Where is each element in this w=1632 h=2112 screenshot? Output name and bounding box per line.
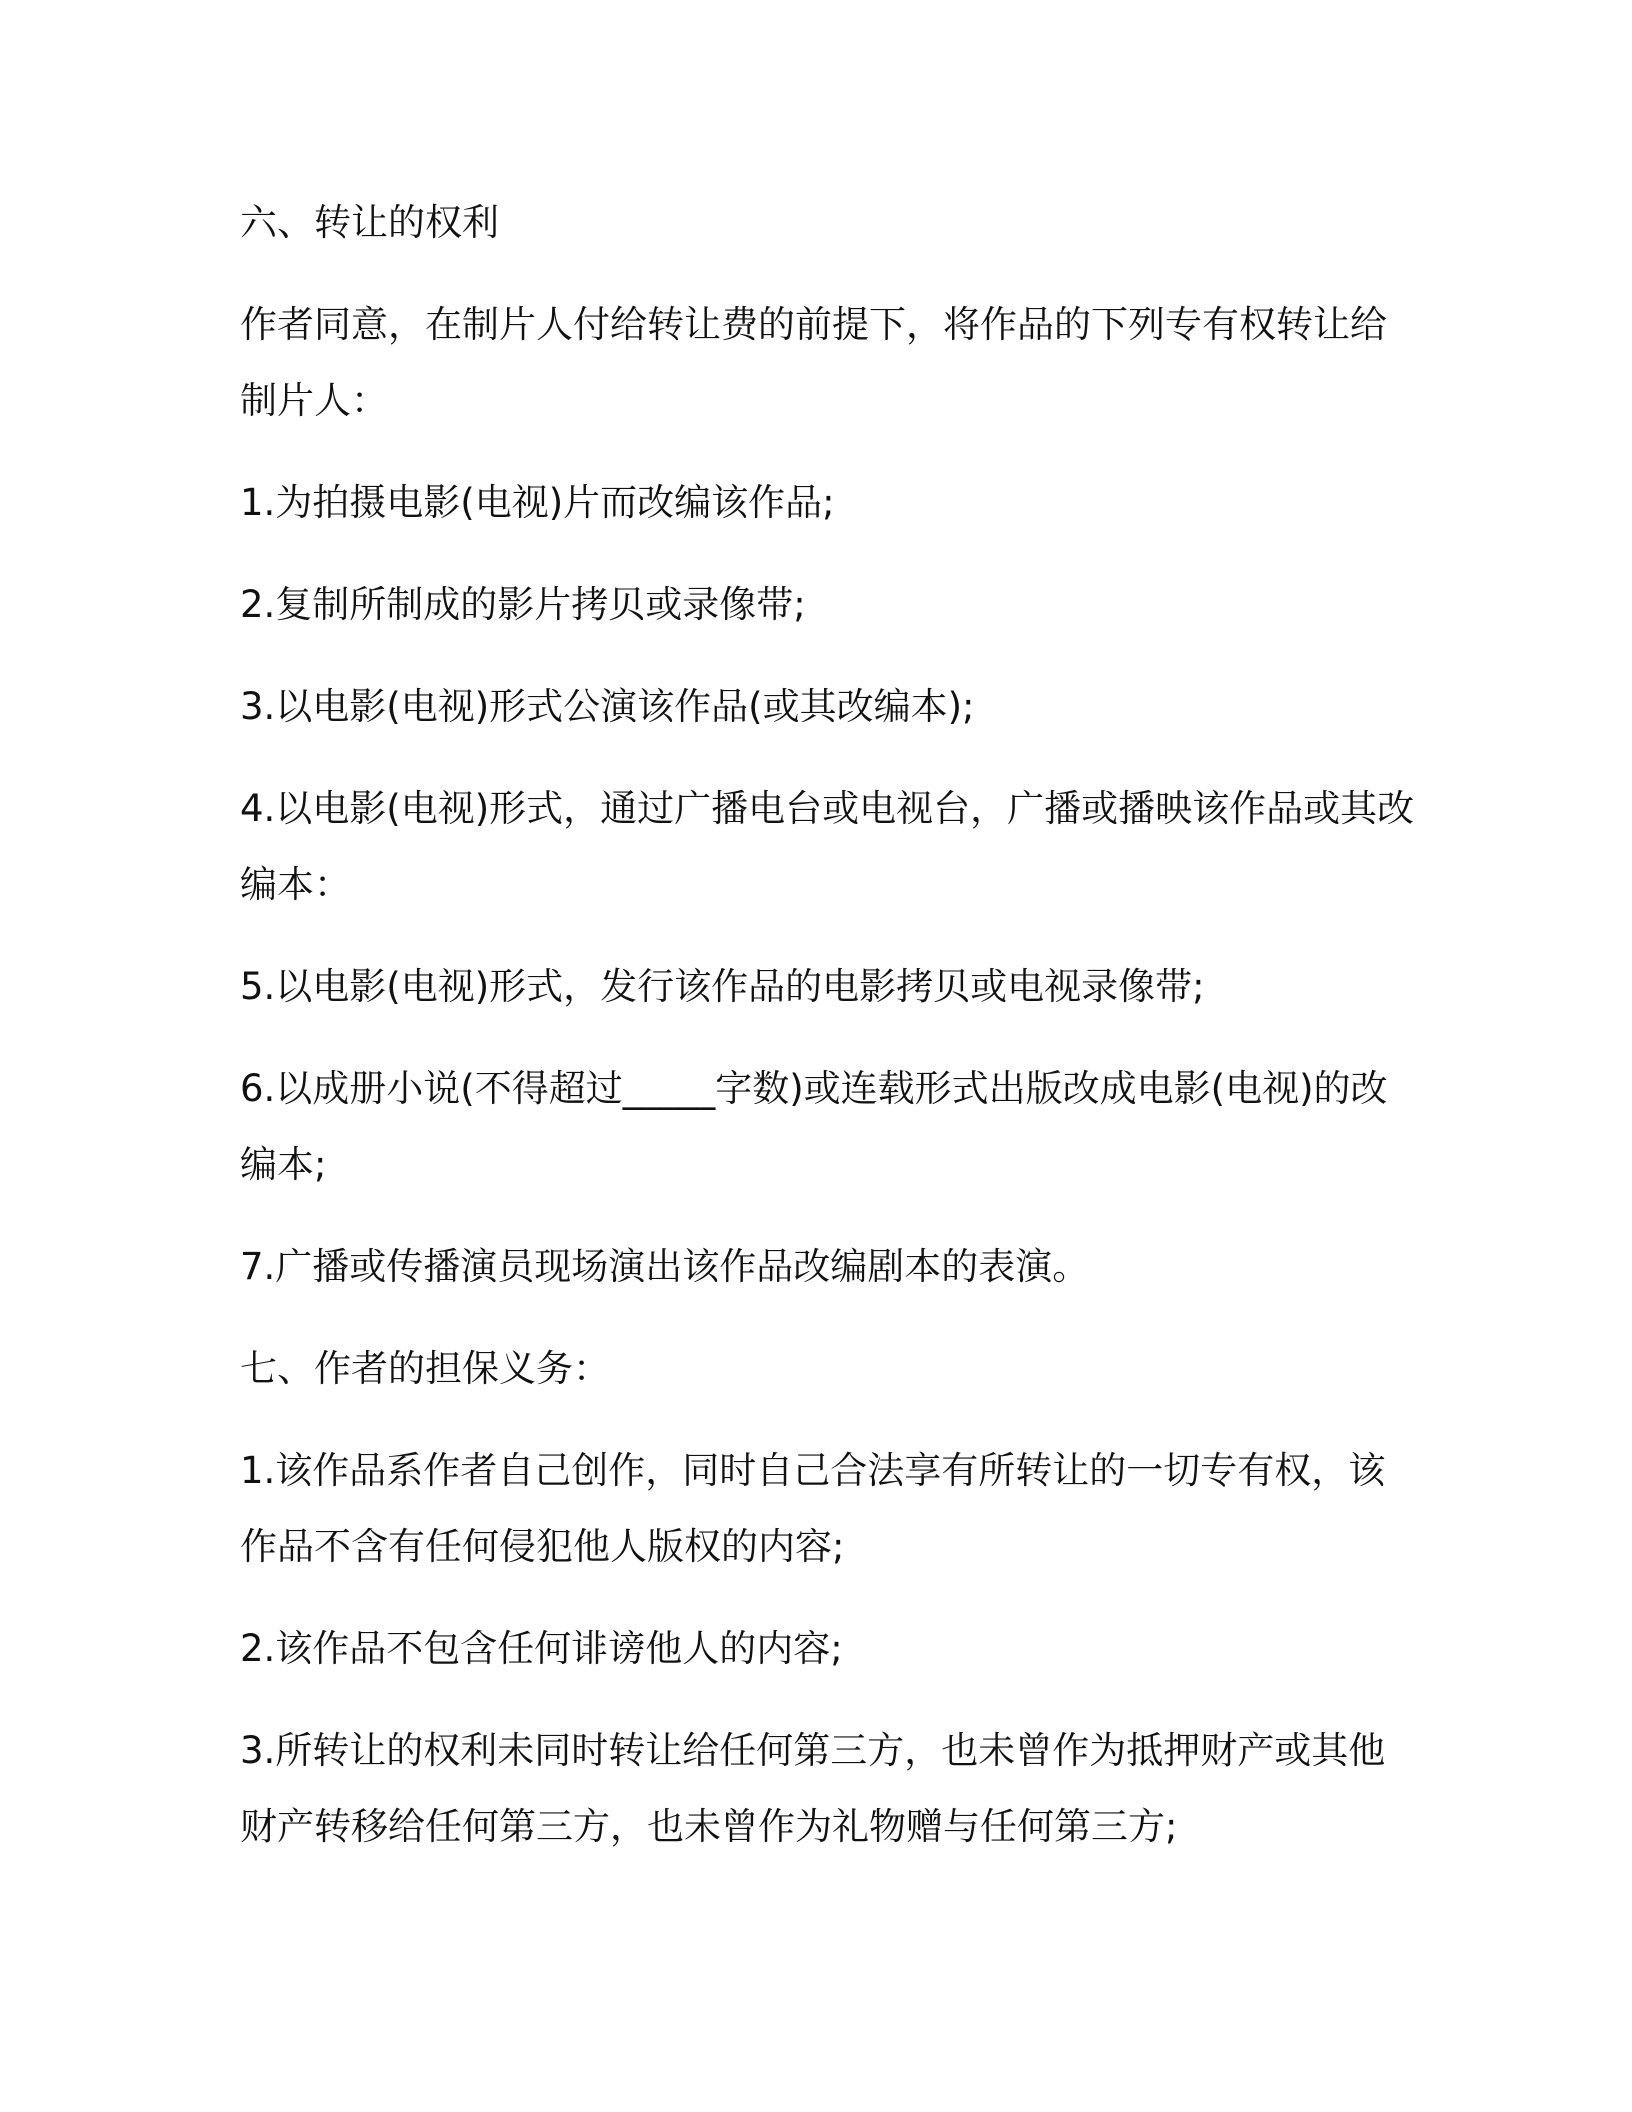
list-item-4: 4.以电影(电视)形式，通过广播电台或电视台，广播或播映该作品或其改编本： (240, 787, 1415, 906)
section-heading-transfer-rights: 六、转让的权利 (240, 201, 499, 244)
warranty-item-1: 1.该作品系作者自己创作，同时自己合法享有所转让的一切专有权，该作品不含有任何侵犯他人版权的内容; (240, 1449, 1386, 1568)
list-item-2: 2.复制所制成的影片拷贝或录像带; (240, 583, 806, 626)
warranty-item-3: 3.所转让的权利未同时转让给任何第三方，也未曾作为抵押财产或其他财产转移给任何第三方，也未曾作为礼物赠与任何第三方; (240, 1729, 1386, 1848)
document-body (240, 185, 1420, 1891)
list-item-1: 1.为拍摄电影(电视)片而改编该作品; (240, 481, 835, 524)
list-item-6: 6.以成册小说(不得超过_____字数)或连载形式出版改成电影(电视)的改编本; (240, 1067, 1388, 1186)
list-item-7: 7.广播或传播演员现场演出该作品改编剧本的表演。 (240, 1245, 1090, 1288)
paragraph-transfer-intro: 作者同意，在制片人付给转让费的前提下，将作品的下列专有权转让给制片人： (240, 303, 1387, 422)
section-heading-author-warranty: 七、作者的担保义务： (240, 1347, 610, 1390)
list-item-5: 5.以电影(电视)形式，发行该作品的电影拷贝或电视录像带; (240, 965, 1205, 1008)
list-item-3: 3.以电影(电视)形式公演该作品(或其改编本); (240, 685, 975, 728)
warranty-item-2: 2.该作品不包含任何诽谤他人的内容; (240, 1627, 843, 1670)
